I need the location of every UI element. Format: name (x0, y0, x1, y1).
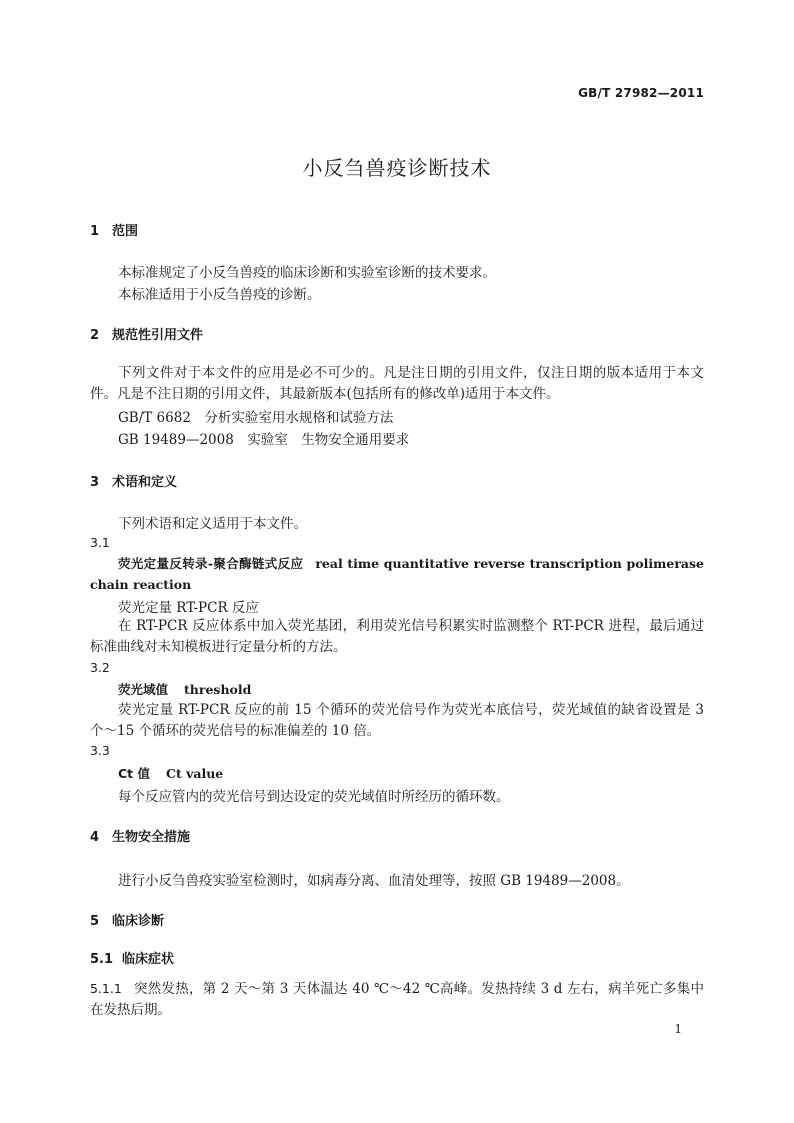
term-heading (118, 764, 223, 782)
standard-number: GB/T 27982—2011 (578, 86, 704, 100)
clause-5-1-1 (90, 978, 704, 1021)
subsection-number: 5.1 (90, 952, 114, 967)
term-en: real time quantitative reverse transcription polimerase chain reaction (90, 556, 704, 592)
subsection-5-1-heading (90, 948, 174, 967)
term-en: threshold (184, 682, 252, 697)
term-number: 3.2 (90, 660, 110, 675)
section-title: 生物安全措施 (112, 830, 191, 845)
term-en: Ct value (166, 766, 224, 781)
section-number: 5 (90, 914, 100, 929)
term-cn: 荧光域值 (118, 682, 169, 697)
section-2-heading (90, 324, 203, 343)
term-definition: 荧光定量 RT-PCR 反应的前 15 个循环的荧光信号作为荧光本底信号，荧光域值的缺省设置是 3 个～15 个循环的荧光信号的标准偏差的 10 倍。 (90, 702, 704, 739)
subsection-title: 临床症状 (122, 952, 175, 967)
section-1-heading (90, 220, 138, 239)
term-definition: 在 RT-PCR 反应体系中加入荧光基团，利用荧光信号积累实时监测整个 RT-PCR 进程，最后通过标准曲线对未知模板进行定量分析的方法。 (90, 618, 704, 655)
term-definition: 每个反应管内的荧光信号到达设定的荧光域值时所经历的循环数。 (118, 789, 510, 805)
reference-item: GB/T 6682 分析实验室用水规格和试验方法 (118, 410, 394, 426)
term-number: 3.1 (90, 535, 110, 550)
section-number: 2 (90, 328, 100, 343)
paragraph: 下列文件对于本文件的应用是必不可少的。凡是注日期的引用文件，仅注日期的版本适用于本文件。凡是不注日期的引用文件，其最新版本(包括所有的修改单)适用于本文件。 (90, 365, 704, 402)
reference-item: GB 19489—2008 实验室 生物安全通用要求 (118, 432, 410, 448)
term-number: 3.3 (90, 743, 110, 758)
clause-text: 突然发热，第 2 天～第 3 天体温达 40 ℃～42 ℃高峰。发热持续 3 d 左右，病羊死亡多集中在发热后期。 (90, 981, 704, 1018)
section-number: 3 (90, 475, 100, 490)
paragraph: 本标准适用于小反刍兽疫的诊断。 (118, 287, 321, 303)
paragraph: 下列术语和定义适用于本文件。 (118, 516, 307, 532)
term-alt: 荧光定量 RT-PCR 反应 (118, 600, 259, 616)
term-heading (90, 553, 704, 595)
section-number: 4 (90, 830, 100, 845)
section-3-heading (90, 471, 177, 490)
section-title: 规范性引用文件 (112, 328, 204, 343)
section-title: 临床诊断 (112, 914, 165, 929)
clause-number: 5.1.1 (90, 981, 122, 996)
section-number: 1 (90, 224, 100, 239)
section-title: 范围 (112, 224, 139, 239)
term-cn: Ct 值 (118, 766, 151, 781)
document-title: 小反刍兽疫诊断技术 (302, 156, 492, 180)
term-cn: 荧光定量反转录-聚合酶链式反应 (118, 556, 304, 571)
page-number: 1 (674, 1022, 682, 1036)
section-4-heading (90, 826, 190, 845)
section-5-heading (90, 910, 164, 929)
paragraph: 本标准规定了小反刍兽疫的临床诊断和实验室诊断的技术要求。 (118, 265, 496, 281)
term-heading (118, 680, 251, 698)
paragraph: 进行小反刍兽疫实验室检测时，如病毒分离、血清处理等，按照 GB 19489—2008。 (118, 873, 630, 889)
section-title: 术语和定义 (112, 475, 178, 490)
